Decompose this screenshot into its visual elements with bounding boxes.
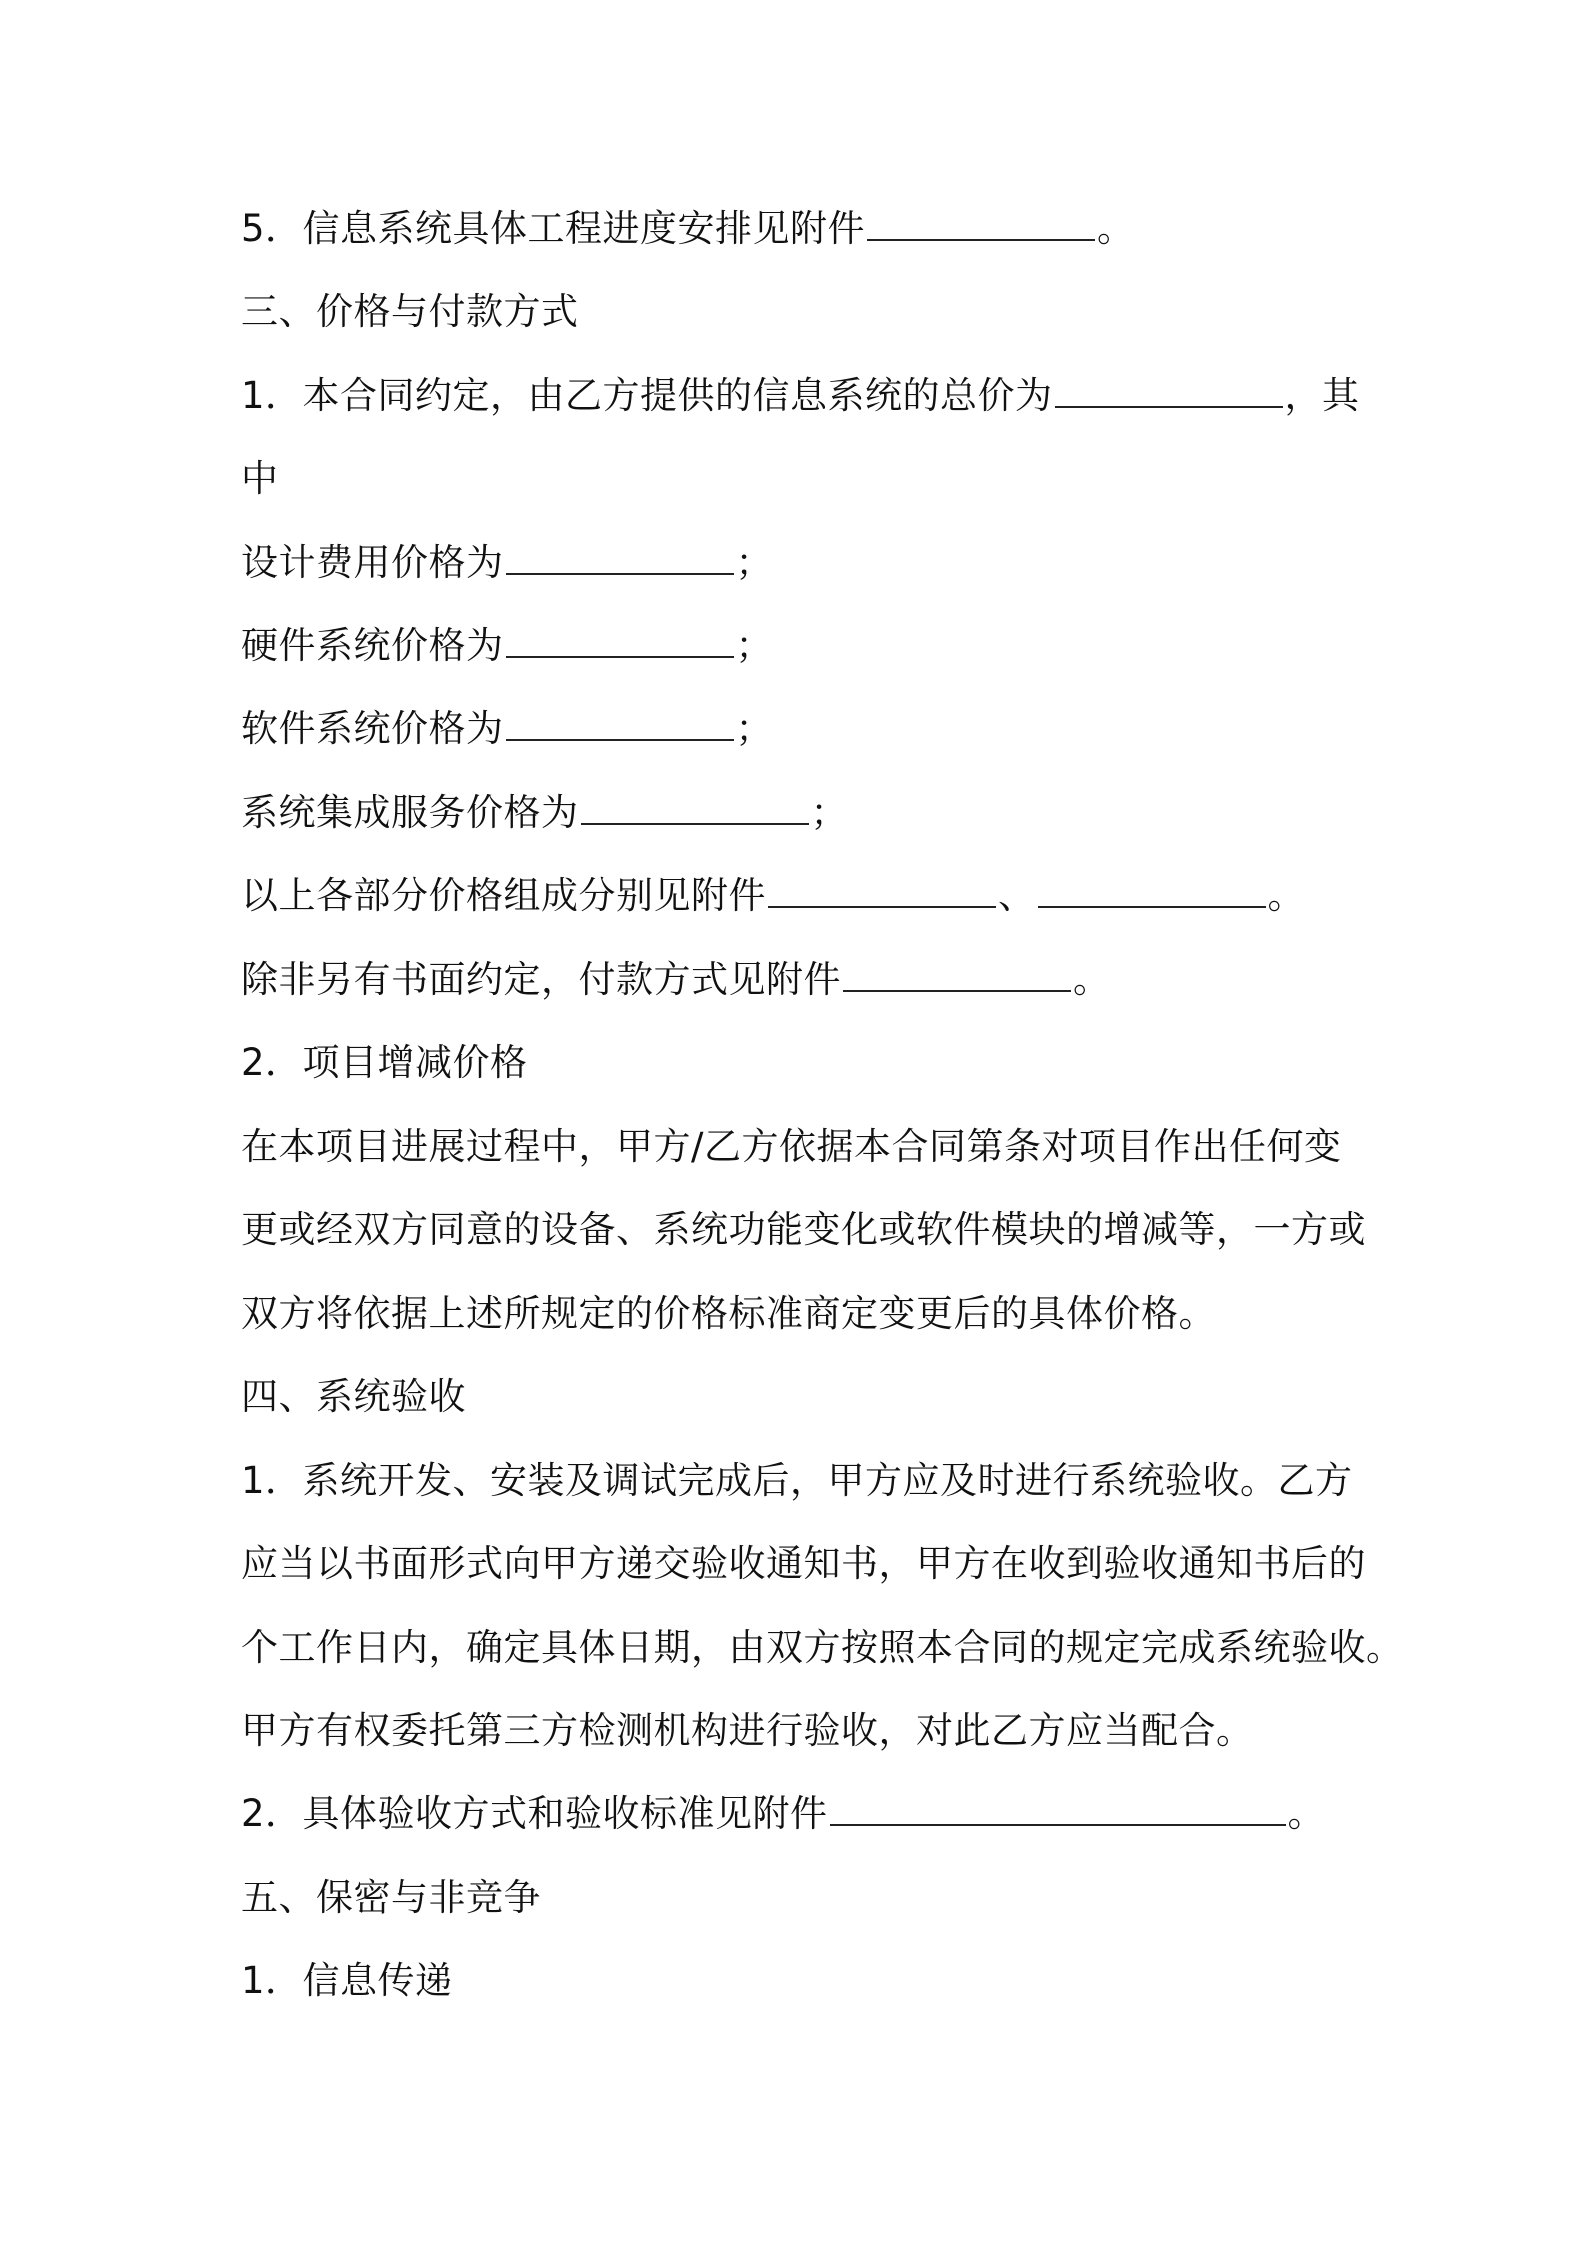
line-text: 。 — [1267, 874, 1305, 917]
line-text: ； — [735, 624, 773, 667]
fill-blank — [830, 1794, 1286, 1826]
fill-blank — [1038, 876, 1266, 908]
line-text: 系统集成服务价格为 — [241, 791, 579, 834]
line-text: 设计费用价格为 — [241, 541, 504, 584]
fill-blank — [581, 793, 809, 825]
fill-blank — [506, 709, 734, 741]
fill-blank — [867, 209, 1095, 241]
line-text: 2．项目增减价格 — [241, 1041, 528, 1084]
section-heading-price-payment — [241, 287, 579, 337]
paragraph-price-adjustment-line-3 — [241, 1289, 1216, 1339]
line-text: 硬件系统价格为 — [241, 624, 504, 667]
fill-blank — [506, 626, 734, 658]
price-software — [241, 704, 773, 754]
line-text: 双方将依据上述所规定的价格标准商定变更后的具体价格。 — [241, 1292, 1216, 1335]
line-text: 甲方有权委托第三方检测机构进行验收，对此乙方应当配合。 — [241, 1709, 1254, 1752]
line-text: 5．信息系统具体工程进度安排见附件 — [241, 207, 866, 250]
line-text: 应当以书面形式向甲方递交验收通知书，甲方在收到验收通知书后的 — [241, 1542, 1366, 1585]
price-design-fee — [241, 538, 773, 588]
price-integration-service — [241, 788, 848, 838]
fill-blank — [768, 876, 996, 908]
heading-text: 三、价格与付款方式 — [241, 290, 579, 333]
line-text: ； — [735, 707, 773, 750]
line-text: 1．本合同约定，由乙方提供的信息系统的总价为 — [241, 374, 1053, 417]
paragraph-price-adjustment-line-1 — [241, 1122, 1341, 1172]
price-hardware — [241, 621, 773, 671]
line-text: 个工作日内，确定具体日期，由双方按照本合同的规定完成系统验收。 — [241, 1626, 1404, 1669]
clause-information-transfer — [241, 1956, 453, 2006]
fill-blank — [843, 960, 1071, 992]
line-text: ，其 — [1284, 374, 1360, 417]
line-text: 。 — [1073, 958, 1111, 1001]
line-text: 中 — [241, 457, 279, 500]
line-text: 在本项目进展过程中，甲方/乙方依据本合同第条对项目作出任何变 — [241, 1125, 1342, 1168]
payment-method-attachment — [241, 955, 1111, 1005]
paragraph-price-adjustment-line-2 — [241, 1205, 1366, 1255]
clause-price-total-continued — [241, 454, 279, 504]
line-text: 。 — [1287, 1792, 1326, 1835]
line-text: 1．系统开发、安装及调试完成后，甲方应及时进行系统验收。乙方 — [241, 1459, 1353, 1502]
line-text: 、 — [998, 874, 1036, 917]
line-text: 除非另有书面约定，付款方式见附件 — [241, 958, 841, 1001]
line-text: 更或经双方同意的设备、系统功能变化或软件模块的增减等，一方或 — [241, 1208, 1366, 1251]
line-text: ； — [810, 791, 848, 834]
clause-price-adjustment-heading — [241, 1038, 528, 1088]
heading-text: 五、保密与非竞争 — [241, 1876, 541, 1919]
paragraph-acceptance-line-3 — [241, 1623, 1404, 1673]
paragraph-acceptance-line-4 — [241, 1706, 1254, 1756]
section-heading-acceptance — [241, 1372, 466, 1422]
line-text: 2．具体验收方式和验收标准见附件 — [241, 1792, 828, 1835]
line-text: 。 — [1097, 207, 1135, 250]
paragraph-acceptance-line-1 — [241, 1456, 1353, 1506]
fill-blank — [1055, 376, 1283, 408]
clause-price-total — [241, 371, 1360, 421]
fill-blank — [506, 543, 734, 575]
heading-text: 四、系统验收 — [241, 1375, 466, 1418]
paragraph-acceptance-line-2 — [241, 1539, 1366, 1589]
section-heading-confidentiality — [241, 1873, 541, 1923]
line-text: 1．信息传递 — [241, 1959, 453, 2002]
line-text: 软件系统价格为 — [241, 707, 504, 750]
price-composition-attachments — [241, 871, 1305, 921]
clause-3-5-schedule — [241, 204, 1135, 254]
line-text: 以上各部分价格组成分别见附件 — [241, 874, 766, 917]
clause-acceptance-method — [241, 1789, 1325, 1839]
line-text: ； — [735, 541, 773, 584]
